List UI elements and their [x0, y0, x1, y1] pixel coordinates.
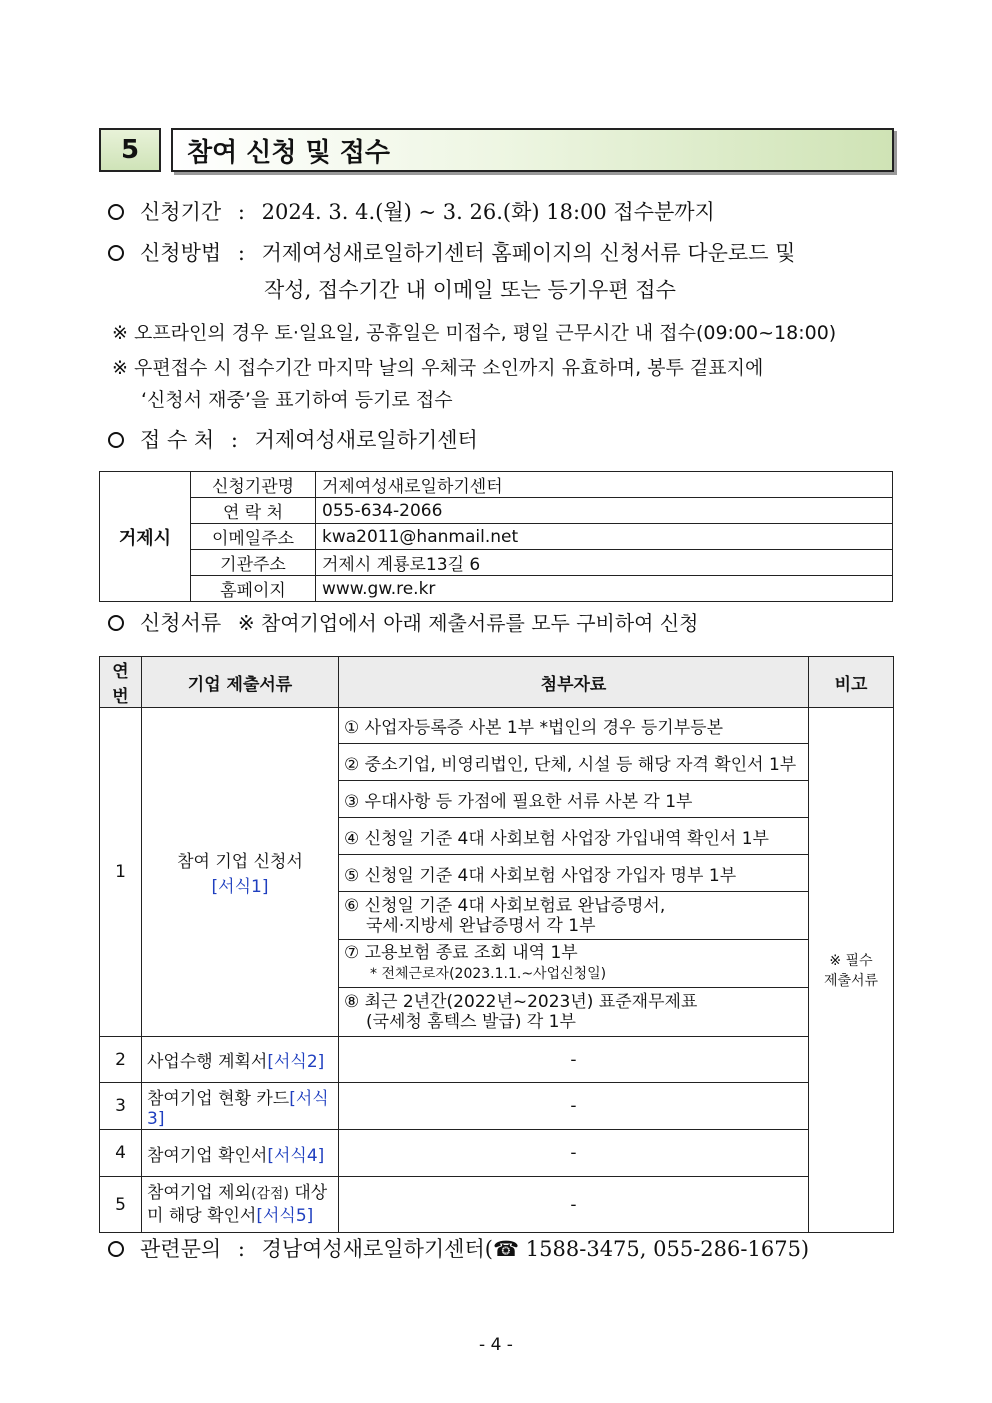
remark-line-1: ※ 필수 [829, 953, 873, 969]
header-attachment: 첨부자료 [339, 657, 809, 708]
attachment-item [339, 988, 809, 1037]
reception-label: 접 수 처 [140, 428, 215, 452]
row-doc [142, 1130, 339, 1177]
header-remark: 비고 [809, 657, 894, 708]
attachment-item [339, 940, 809, 988]
inquiry-value: 경남여성새로일하기센터( [261, 1237, 493, 1261]
method-line [108, 237, 795, 267]
doc-name: 참여 기업 신청서 [177, 852, 303, 872]
form-link[interactable]: [서식5] [256, 1206, 314, 1226]
attachment-line: (국세청 홈텍스 발급) 각 1부 [366, 1012, 576, 1032]
inquiry-line [108, 1233, 809, 1263]
contact-email: kwa2011@hanmail.net [316, 524, 893, 550]
reception-value: 거제여성새로일하기센터 [254, 428, 478, 452]
bullet-icon [108, 245, 124, 261]
documents-label: 신청서류 [140, 611, 222, 635]
attachment-line: ⑦ 고용보험 종료 조회 내역 1부 [344, 943, 578, 963]
section-number: 5 [99, 128, 161, 172]
page-number: - 4 - [479, 1335, 513, 1355]
header-doc: 기업 제출서류 [142, 657, 339, 708]
attachment-item: ③ 우대사항 등 가점에 필요한 서류 사본 각 1부 [339, 781, 809, 818]
row-no: 4 [100, 1130, 142, 1177]
doc-name: 사업수행 계획서 [147, 1052, 268, 1072]
row-doc [142, 1037, 339, 1083]
contact-label: 홈페이지 [191, 576, 316, 602]
attachment-line: ⑥ 신청일 기준 4대 사회보험료 완납증명서, [344, 895, 666, 916]
method-value-2: 작성, 접수기간 내 이메일 또는 등기우편 접수 [264, 278, 676, 302]
inquiry-phones: 1588-3475, 055-286-1675) [519, 1237, 810, 1261]
bullet-icon [108, 1241, 124, 1257]
contact-value: 거제여성새로일하기센터 [316, 472, 893, 498]
contact-city: 거제시 [100, 472, 191, 602]
row-doc [142, 708, 339, 1037]
attachment-line: * 전체근로자(2023.1.1.~사업신청일) [370, 966, 607, 982]
contact-homepage: www.gw.re.kr [316, 576, 893, 602]
row-doc [142, 1083, 339, 1130]
doc-name: 참여기업 확인서 [147, 1145, 268, 1166]
documents-heading [108, 607, 698, 637]
remark-cell [809, 708, 894, 1233]
contact-label: 신청기관명 [191, 472, 316, 498]
period-value: 2024. 3. 4.(월) ~ 3. 26.(화) 18:00 접수분까지 [261, 200, 715, 224]
row-no: 1 [100, 708, 142, 1037]
inquiry-sep: : [237, 1237, 245, 1261]
bullet-icon [108, 615, 124, 631]
attachment-empty: - [339, 1177, 809, 1233]
row-no: 2 [100, 1037, 142, 1083]
contact-table [99, 471, 893, 602]
period-label: 신청기간 [140, 200, 222, 224]
attachment-line: ⑧ 최근 2년간(2022년~2023년) 표준재무제표 [344, 992, 698, 1012]
method-label: 신청방법 [140, 241, 222, 265]
doc-name-note: (감점) [250, 1186, 289, 1202]
note-mail-1: ※ 우편접수 시 접수기간 마지막 날의 우체국 소인까지 유효하며, 봉투 겉표지에 [112, 357, 764, 379]
attachment-item [339, 892, 809, 940]
documents-note: ※ 참여기업에서 아래 제출서류를 모두 구비하여 신청 [237, 611, 699, 635]
contact-value: 055-634-2066 [316, 498, 893, 524]
reception-line [108, 424, 478, 454]
header-no: 연번 [100, 657, 142, 708]
row-doc [142, 1177, 339, 1233]
remark-line-2: 제출서류 [823, 973, 879, 989]
contact-label: 이메일주소 [191, 524, 316, 550]
note-mail-2: ‘신청서 재중’을 표기하여 등기로 접수 [141, 389, 453, 411]
attachment-item: ⑤ 신청일 기준 4대 사회보험 사업장 가입자 명부 1부 [339, 855, 809, 892]
attachment-empty: - [339, 1130, 809, 1177]
doc-name: 참여기업 제외 [147, 1183, 251, 1203]
form-link[interactable]: [서식4] [267, 1145, 325, 1166]
doc-name: 대상 [288, 1183, 328, 1203]
form-link[interactable]: [서식3] [147, 1088, 329, 1129]
note-offline: ※ 오프라인의 경우 토·일요일, 공휴일은 미접수, 평일 근무시간 내 접수(09:00~18:00) [112, 322, 837, 344]
method-value-1: 거제여성새로일하기센터 홈페이지의 신청서류 다운로드 및 [261, 241, 796, 265]
reception-sep: : [230, 428, 238, 452]
row-no: 3 [100, 1083, 142, 1130]
inquiry-label: 관련문의 [140, 1237, 222, 1261]
period-line [108, 196, 715, 226]
form-link[interactable]: [서식2] [267, 1052, 325, 1072]
contact-label: 연 락 처 [191, 498, 316, 524]
bullet-icon [108, 432, 124, 448]
contact-value: 거제시 계룡로13길 6 [316, 550, 893, 576]
method-sep: : [237, 241, 245, 265]
attachment-item: ② 중소기업, 비영리법인, 단체, 시설 등 해당 자격 확인서 1부 [339, 744, 809, 781]
contact-label: 기관주소 [191, 550, 316, 576]
section-title: 참여 신청 및 접수 [171, 128, 894, 172]
attachment-line: 국세·지방세 완납증명서 각 1부 [366, 915, 596, 936]
attachment-empty: - [339, 1037, 809, 1083]
attachment-item: ① 사업자등록증 사본 1부 *법인의 경우 등기부등본 [339, 708, 809, 744]
form-link[interactable]: [서식1] [211, 877, 269, 897]
documents-table [99, 656, 894, 1233]
period-sep: : [237, 200, 245, 224]
bullet-icon [108, 204, 124, 220]
doc-name: 미 해당 확인서 [147, 1206, 257, 1226]
attachment-empty: - [339, 1083, 809, 1130]
phone-icon: ☎ [492, 1237, 520, 1261]
doc-name: 참여기업 현황 카드 [147, 1088, 290, 1109]
row-no: 5 [100, 1177, 142, 1233]
attachment-item: ④ 신청일 기준 4대 사회보험 사업장 가입내역 확인서 1부 [339, 818, 809, 855]
